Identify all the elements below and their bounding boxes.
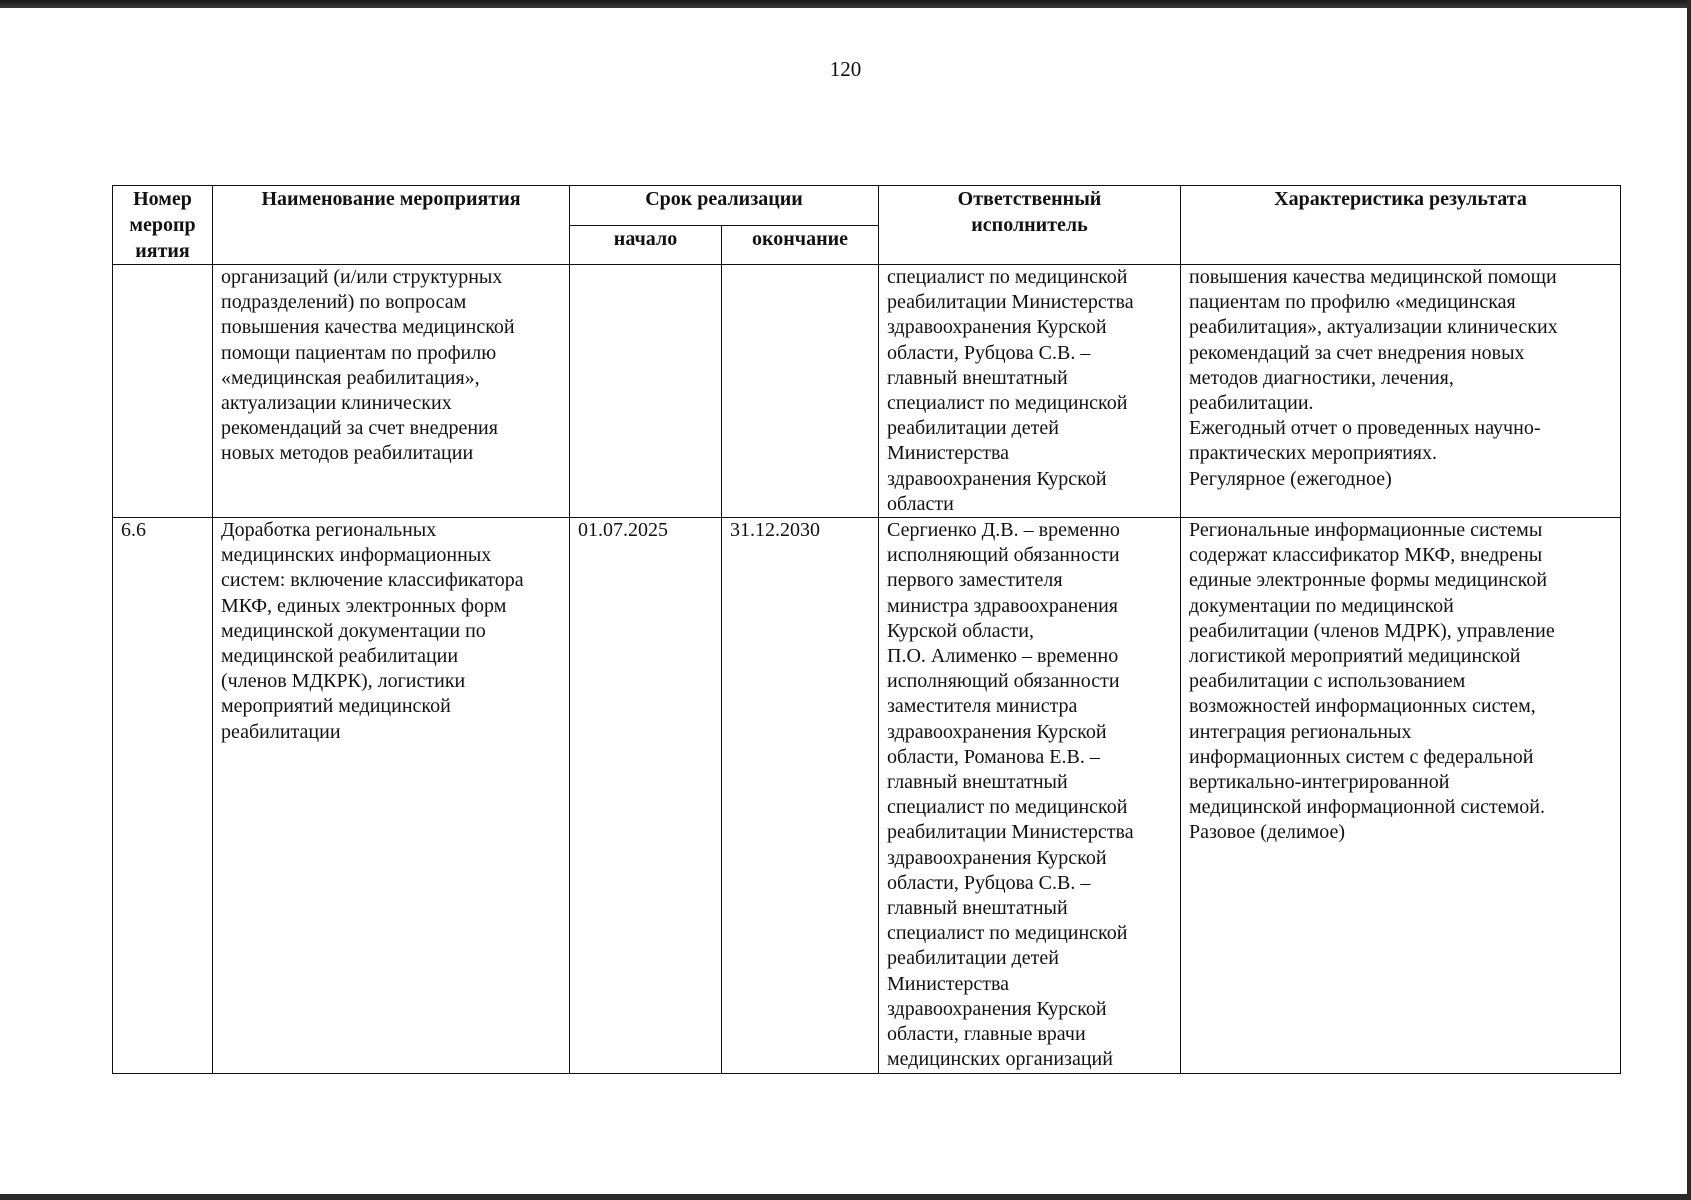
cell-line: реабилитации с использованием — [1189, 670, 1466, 693]
row-number — [113, 265, 213, 518]
row-name — [213, 265, 570, 518]
cell-line: пациентам по профилю «медицинская — [1189, 291, 1516, 314]
cell-line: документации по медицинской — [1189, 594, 1454, 617]
cell-line: области — [887, 492, 954, 515]
header-period: Срок реализации — [570, 186, 879, 226]
scan-edge-right — [1687, 0, 1691, 1200]
cell-line: практических мероприятиях. — [1189, 442, 1437, 465]
cell-line: реабилитации детей — [887, 417, 1059, 440]
cell-line: систем: включение классификатора — [221, 569, 524, 592]
row-responsible — [879, 518, 1181, 1073]
cell-line: Сергиенко Д.В. – временно — [887, 519, 1120, 542]
cell-line: рекомендаций за счет внедрения новых — [1189, 341, 1525, 364]
cell-line: Министерства — [887, 442, 1010, 465]
header-end: окончание — [722, 225, 879, 265]
cell-line: исполняющий обязанности — [887, 670, 1120, 693]
cell-line: мероприятий медицинской — [221, 695, 451, 718]
cell-line: (членов МДКРК), логистики — [221, 670, 466, 693]
row-result — [1181, 265, 1621, 518]
cell-line: интеграция региональных — [1189, 720, 1412, 743]
cell-line: медицинских организаций — [887, 1048, 1113, 1071]
cell-line: здравоохранения Курской — [887, 720, 1107, 743]
cell-line: рекомендаций за счет внедрения — [221, 417, 498, 440]
cell-line: реабилитация», актуализации клинических — [1189, 316, 1558, 339]
cell-line: реабилитации — [221, 720, 341, 743]
cell-line: содержат классификатор МКФ, внедрены — [1189, 544, 1543, 567]
cell-line: медицинской информационной системой. — [1189, 796, 1545, 819]
cell-line: специалист по медицинской — [887, 796, 1128, 819]
cell-line: здравоохранения Курской — [887, 846, 1107, 869]
cell-line: главный внештатный — [887, 897, 1068, 920]
cell-line: министра здравоохранения — [887, 594, 1118, 617]
cell-line: специалист по медицинской — [887, 922, 1128, 945]
page-number: 120 — [829, 57, 862, 81]
cell-line: реабилитации Министерства — [887, 821, 1134, 844]
cell-line: области, главные врачи — [887, 1023, 1086, 1046]
cell-line: специалист по медицинской — [887, 266, 1128, 288]
cell-line: повышения качества медицинской — [221, 316, 515, 339]
cell-line: Министерства — [887, 972, 1010, 995]
cell-line: медицинской реабилитации — [221, 645, 459, 668]
cell-line: повышения качества медицинской помощи — [1189, 266, 1557, 288]
cell-line: главный внештатный — [887, 771, 1068, 794]
table-row — [113, 265, 1621, 518]
header-row — [113, 186, 1621, 226]
cell-line: главный внештатный — [887, 366, 1068, 389]
header-name: Наименование мероприятия — [213, 186, 570, 265]
cell-line: Ежегодный отчет о проведенных научно- — [1189, 417, 1541, 440]
row-end — [722, 265, 879, 518]
cell-line: области, Романова Е.В. – — [887, 745, 1100, 768]
cell-line: Доработка региональных — [221, 519, 437, 542]
cell-line: специалист по медицинской — [887, 392, 1128, 415]
scan-edge-bottom — [0, 1194, 1691, 1200]
cell-line: «медицинская реабилитация», — [221, 366, 480, 389]
cell-line: области, Рубцова С.В. – — [887, 871, 1091, 894]
cell-line: вертикально-интегрированной — [1189, 771, 1450, 794]
cell-line: медицинских информационных — [221, 544, 492, 567]
cell-line: актуализации клинических — [221, 392, 452, 415]
cell-line: организаций (и/или структурных — [221, 266, 503, 288]
cell-line: реабилитации. — [1189, 392, 1314, 415]
row-start: 01.07.2025 — [570, 518, 722, 1073]
row-start — [570, 265, 722, 518]
row-name — [213, 518, 570, 1073]
cell-line: реабилитации (членов МДРК), управление — [1189, 619, 1555, 642]
cell-line: здравоохранения Курской — [887, 997, 1107, 1020]
row-result — [1181, 518, 1621, 1073]
scan-edge-top — [0, 0, 1691, 8]
cell-line: Курской области, — [887, 619, 1034, 642]
cell-line: здравоохранения Курской — [887, 316, 1107, 339]
measures-table — [112, 185, 1621, 1074]
cell-line: помощи пациентам по профилю — [221, 341, 497, 364]
cell-line: области, Рубцова С.В. – — [887, 341, 1091, 364]
cell-line: МКФ, единых электронных форм — [221, 594, 507, 617]
cell-line: заместителя министра — [887, 695, 1078, 718]
header-number: Номер меропр иятия — [113, 186, 213, 265]
cell-line: здравоохранения Курской — [887, 467, 1107, 490]
table-row — [113, 518, 1621, 1073]
cell-line: Разовое (делимое) — [1189, 821, 1346, 844]
header-result: Характеристика результата — [1181, 186, 1621, 265]
cell-line: П.О. Алименко – временно — [887, 645, 1119, 668]
cell-line: реабилитации детей — [887, 947, 1059, 970]
cell-line: единые электронные формы медицинской — [1189, 569, 1548, 592]
cell-line: медицинской документации по — [221, 619, 486, 642]
cell-line: исполняющий обязанности — [887, 544, 1120, 567]
cell-line: возможностей информационных систем, — [1189, 695, 1536, 718]
row-end: 31.12.2030 — [722, 518, 879, 1073]
cell-line: подразделений) по вопросам — [221, 291, 467, 314]
cell-line: информационных систем с федеральной — [1189, 745, 1534, 768]
cell-line: Региональные информационные системы — [1189, 519, 1543, 542]
cell-line: реабилитации Министерства — [887, 291, 1134, 314]
cell-line: методов диагностики, лечения, — [1189, 366, 1454, 389]
cell-line: Регулярное (ежегодное) — [1189, 467, 1392, 490]
row-responsible — [879, 265, 1181, 518]
cell-line: логистикой мероприятий медицинской — [1189, 645, 1521, 668]
row-number: 6.6 — [113, 518, 213, 1073]
header-start: начало — [570, 225, 722, 265]
cell-line: новых методов реабилитации — [221, 442, 474, 465]
header-responsible: Ответственный исполнитель — [879, 186, 1181, 265]
cell-line: первого заместителя — [887, 569, 1063, 592]
